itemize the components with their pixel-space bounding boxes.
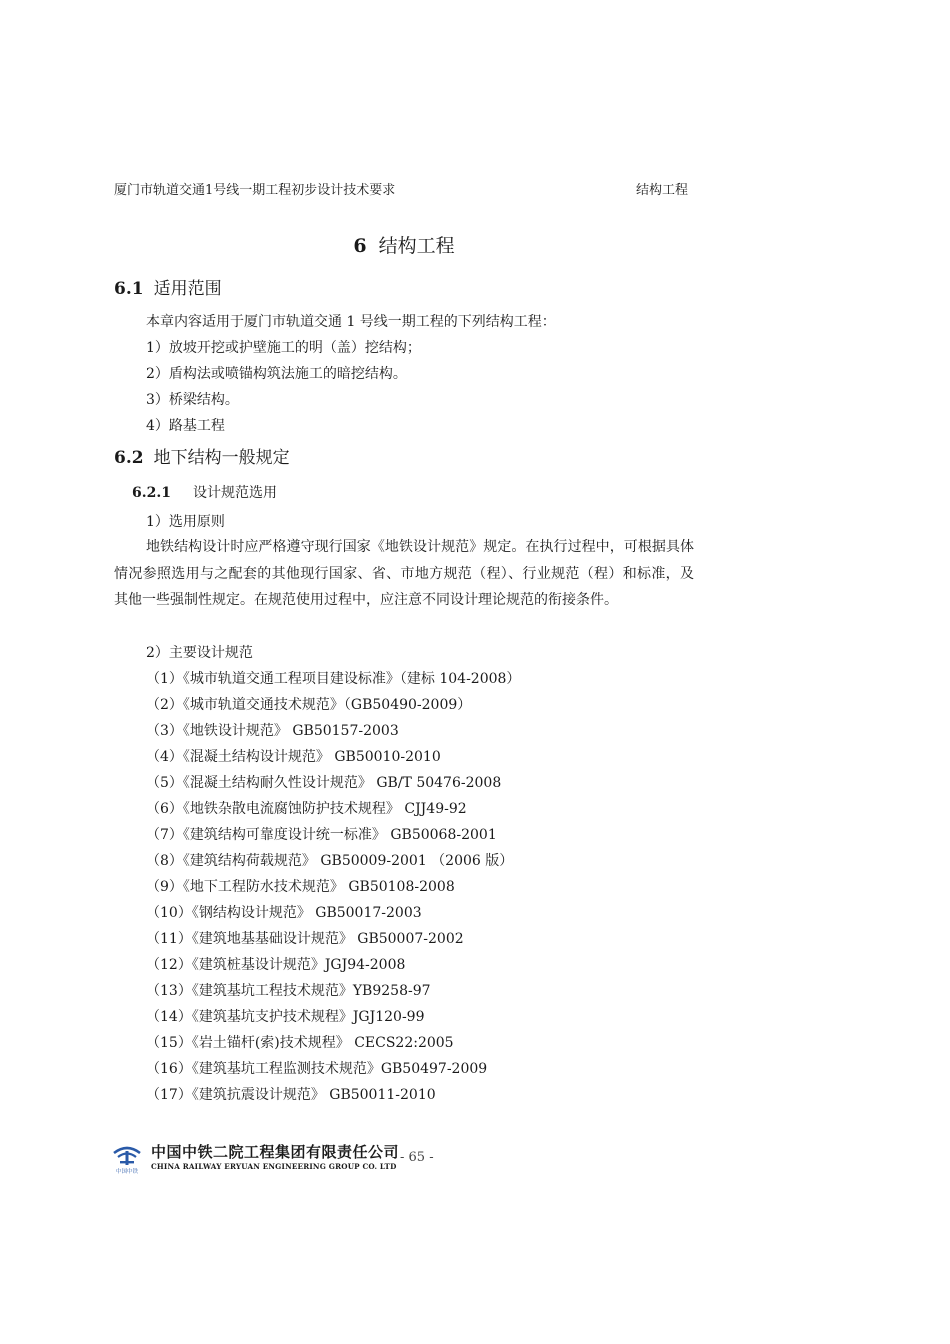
section-6-1-heading	[114, 274, 222, 299]
chapter-title	[0, 231, 808, 258]
scope-intro: 本章内容适用于厦门市轨道交通 1 号线一期工程的下列结构工程：	[146, 314, 556, 330]
standard-item: （4）《混凝土结构设计规范》 GB50010-2010	[146, 749, 441, 765]
standard-item: （3）《地铁设计规范》 GB50157-2003	[146, 723, 399, 739]
standard-item: （16）《建筑基坑工程监测技术规范》GB50497-2009	[146, 1061, 488, 1077]
standard-item: （14）《建筑基坑支护技术规程》JGJ120-99	[146, 1009, 425, 1025]
chapter-number: 6	[353, 235, 367, 257]
scope-item: 1）放坡开挖或护壁施工的明（盖）挖结构；	[146, 340, 421, 356]
scope-item: 2）盾构法或喷锚构筑法施工的暗挖结构。	[146, 366, 407, 382]
standard-item: （1）《城市轨道交通工程项目建设标准》（建标 104-2008）	[146, 671, 521, 687]
section-6-2-heading	[114, 443, 290, 468]
standard-item: （13）《建筑基坑工程技术规范》YB9258-97	[146, 983, 431, 999]
subsection-number: 6.2.1	[132, 485, 171, 501]
standard-item: （10）《钢结构设计规范》 GB50017-2003	[146, 905, 422, 921]
principle-heading: 1）选用原则	[146, 514, 225, 530]
standard-item: （12）《建筑桩基设计规范》JGJ94-2008	[146, 957, 406, 973]
standard-item: （9）《地下工程防水技术规范》 GB50108-2008	[146, 879, 455, 895]
standards-heading: 2）主要设计规范	[146, 645, 253, 661]
scope-item: 3）桥梁结构。	[146, 392, 239, 408]
standard-item: （15）《岩土锚杆(索)技术规程》 CECS22:2005	[146, 1035, 454, 1051]
chapter-title-text: 结构工程	[378, 235, 455, 257]
scope-item: 4）路基工程	[146, 418, 225, 434]
section-title-text: 地下结构一般规定	[153, 448, 290, 468]
standard-item: （2）《城市轨道交通技术规范》（GB50490-2009）	[146, 697, 472, 713]
principle-paragraph: 地铁结构设计时应严格遵守现行国家《地铁设计规范》规定。在执行过程中，可根据具体情况参照选用与之配套的其他现行国家、省、市地方规范（程）、行业规范（程）和标准，及其他一些强制性规定。在规范使用过程中，应注意不同设计理论规范的衔接条件。	[114, 539, 694, 608]
running-header-right: 结构工程	[636, 183, 689, 198]
page-number: - 65 -	[400, 1150, 434, 1165]
company-logo-icon	[110, 1141, 144, 1175]
standard-item: （6）《地铁杂散电流腐蚀防护技术规程》 CJJ49-92	[146, 801, 467, 817]
running-header-left: 厦门市轨道交通1号线一期工程初步设计技术要求	[114, 183, 396, 198]
standard-item: （11）《建筑地基基础设计规范》 GB50007-2002	[146, 931, 464, 947]
logo-caption: 中国中铁	[115, 1169, 139, 1175]
standard-item: （17）《建筑抗震设计规范》 GB50011-2010	[146, 1087, 436, 1103]
section-title-text: 适用范围	[153, 279, 222, 299]
section-number: 6.1	[114, 279, 144, 299]
standard-item: （8）《建筑结构荷载规范》 GB50009-2001 （2006 版）	[146, 853, 514, 869]
subsection-6-2-1-heading	[132, 482, 277, 502]
standard-item: （7）《建筑结构可靠度设计统一标准》 GB50068-2001	[146, 827, 497, 843]
company-name-en: CHINA RAILWAY ERYUAN ENGINEERING GROUP CO. LTD	[151, 1162, 397, 1171]
subsection-title-text: 设计规范选用	[192, 485, 277, 501]
standard-item: （5）《混凝土结构耐久性设计规范》 GB/T 50476-2008	[146, 775, 502, 791]
section-number: 6.2	[114, 448, 144, 468]
company-name-cn: 中国中铁二院工程集团有限责任公司	[151, 1143, 400, 1161]
